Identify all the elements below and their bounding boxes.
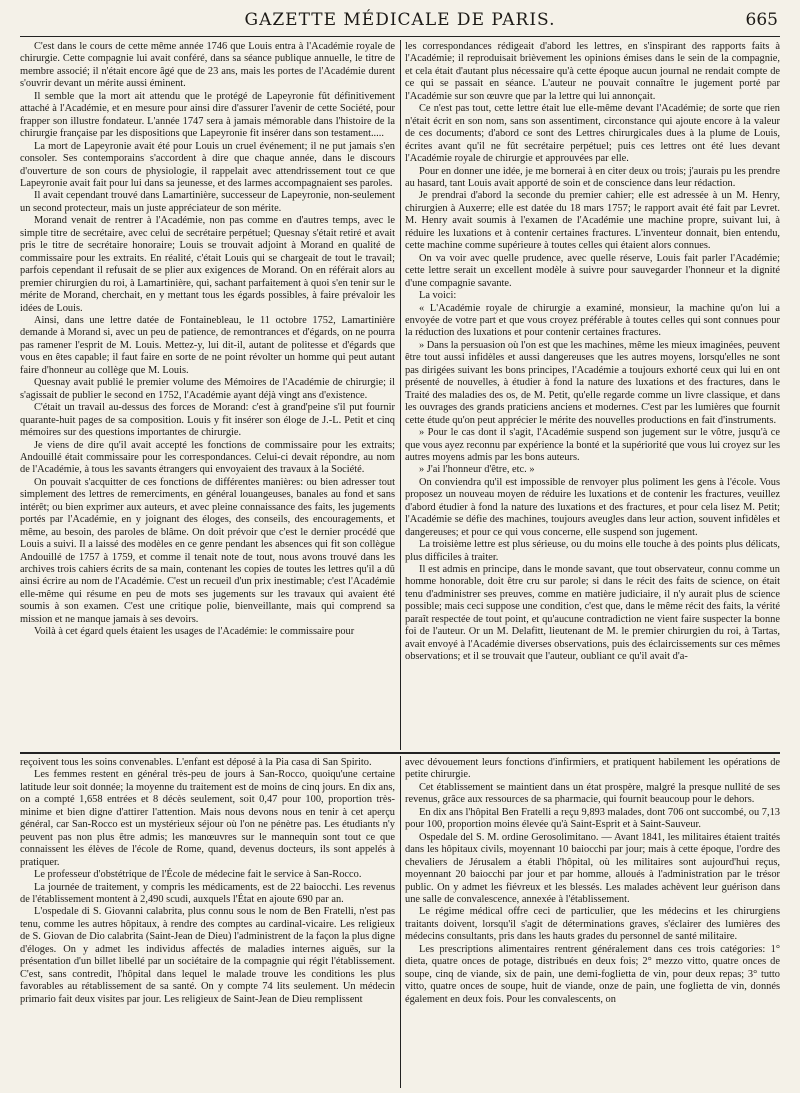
paragraph: Il semble que la mort ait attendu que le protégé de Lapeyronie fût définitivement attaché à l'Académie, et en mesure pour ainsi dire d'assurer l'avenir de cette Société, pour frapper son illustre fondateur. L'année 1747 sera à jamais mémorable dans l'histoire de la chirurgie française par les dispositions que Lapeyronie fit insérer dans son testament.....: [20, 90, 395, 140]
paragraph: C'est dans le cours de cette même année 1746 que Louis entra à l'Académie royale de chirurgie. Cette compagnie lui avait conféré, dans sa séance publique annuelle, le titre de membre associé; il n'était encore âgé que de 23 ans, mais les portes de l'Académie durent s'ouvrir devant un mérite aussi éminent.: [20, 41, 395, 90]
paragraph: La troisième lettre est plus sérieuse, ou du moins elle touche à des points plus délicats, plus difficiles à traiter.: [405, 539, 780, 563]
paragraph: Ainsi, dans une lettre datée de Fontainebleau, le 11 octobre 1752, Lamartinière demande à Morand si, avec un peu de patience, de remontrances et d'égards, on ne pourra pas ramener l'esprit de M. Louis. Mettez-y, lui dit-il, autant de politesse et d'égards que vous en êtes capable; il faut faire en sorte de ne point révolter un homme qui peut autant faire d'honneur au collège que M. Louis.: [20, 314, 395, 376]
paragraph: Les prescriptions alimentaires rentrent généralement dans ces trois catégories: 1° dieta, quatre onces de potage, distribués en deux fois; 2° mezzo vitto, quatre onces de soupe, cinq de viande, six de pain, une demi-foglietta de vin, pour deux repas; 3° tutto vitto, quatre onces de soupe, huit de viande, onze de pain, une foglietta de vin, donnés également en deux fois. Pour les convalescents, on: [405, 943, 780, 1005]
paragraph: Ospedale del S. M. ordine Gerosolimitano. — Avant 1841, les militaires étaient traités dans les hôpitaux civils, moyennant 10 baiocchi par jour; mais à cette époque, l'ordre des chevaliers de Jérusalem a établi l'hôpital, où les militaires sont aujourd'hui reçus, moyennant 20 baiocchi par jour et par homme, alloués à l'administration par le trésor public. On y admet les fiévreux et les blessés. Les malades achèvent leur guérison dans une salle de convalescence, annexée à l'établissement.: [405, 831, 780, 905]
paragraph: » Pour le cas dont il s'agit, l'Académie suspend son jugement sur le vôtre, jusqu'à ce que vous ayez reconnu par expérience la bonté et la supériorité que vous lui croyez sur les autres moyens admis par les bons auteurs.: [405, 427, 780, 463]
paragraph: Le professeur d'obstétrique de l'École de médecine fait le service à San-Rocco.: [34, 869, 362, 881]
paragraph: Cet établissement se maintient dans un état prospère, malgré la presque nullité de ses revenus, grâce aux ressources de sa pharmacie, qui fournit beaucoup pour le dehors.: [405, 781, 780, 806]
paragraph: On va voir avec quelle prudence, avec quelle réserve, Louis fait parler l'Académie; cette lettre serait un excellent modèle à suivre pour sauvegarder l'honneur et la dignité d'une compagnie savante.: [405, 252, 780, 289]
paragraph: Il avait cependant trouvé dans Lamartinière, successeur de Lapeyronie, non-seulement un second protecteur, mais un juste appréciateur de son mérite.: [20, 190, 395, 214]
bottom-right-column: [405, 757, 780, 1087]
header-rule: [20, 36, 780, 37]
paragraph: « L'Académie royale de chirurgie a examiné, monsieur, la machine qu'on lui a envoyée de votre part et que vous croyez préférable à toutes celles qui sont connues pour la réduction des luxations et pour contenir certaines fractures.: [405, 302, 780, 339]
paragraph: C'était un travail au-dessus des forces de Morand: c'est à grand'peine s'il put fournir quarante-huit pages de sa composition. Louis y fit insérer son éloge de J.-L. Petit et cinq mémoires sur des questions importantes de chirurgie.: [20, 402, 395, 439]
paragraph: On conviendra qu'il est impossible de renvoyer plus poliment les gens à l'école. Vous proposez un nouveau moyen de réduire les luxations et de contenir les fractures, veuillez d'abord étudier à fond la nature des luxations et des fractures, et pour cela lisez M. Petit; l'Académie se défie des machines, toujours aveugles dans leur action, souvent infidèles et dangereuses; et pour ce qui vous concerne, elle suspend son jugement.: [405, 476, 780, 538]
paragraph: On pouvait s'acquitter de ces fonctions de différentes manières: ou bien adresser tout simplement des lettres de remerciments, en général louangeuses, banales au fond et sans intérêt; ou bien exprimer aux auteurs, et avec pleine connaissance des faits, les jugements portés par l'Académie, en y joignant des éloges, des conseils, des encouragements, et même, au besoin, des paroles de blâme. On doit prévoir que c'est le dernier procédé que Louis a suivi. Il a laissé des modèles en ce genre pendant les absences qui fit son collègue Andouillé de 1757 à 1759, et comme il tenait note de tout, nous avons trouvé dans les archives trois cahiers écrits de sa main, contenant les copies de toutes les lettres qu'il a dû ainsi écrire au nom de l'Académie. C'est un recueil d'un prix inestimable; c'est l'Académie elle-même qui résume en peu de mots ses jugements sur les travaux qui avaient été soumis à son examen. C'est une critique polie, bienveillante, mais qui comprend sa mission et ne manque jamais à ses devoirs.: [20, 476, 395, 625]
paragraph: Je viens de dire qu'il avait accepté les fonctions de commissaire pour les extraits; Andouillé était commissaire pour les correspondances. Celui-ci devait répondre, au nom de l'Académie, à tous les savants étrangers qui envoyaient des travaux à la Société.: [20, 439, 395, 476]
paragraph: » J'ai l'honneur d'être, etc. »: [419, 464, 535, 476]
paragraph: Les femmes restent en général très-peu de jours à San-Rocco, quoiqu'une certaine latitude leur soit donnée; la moyenne du traitement est de moins de cinq jours. En dix ans, on a compté 1,658 entrées et 8 décès seulement, soit 0,47 pour 100, proportion très-minime et bien digne d'attirer l'attention. Mais nous devons nous en tenir à cet aperçu général, car San-Rocco est un mystérieux séjour où l'on ne pénètre pas. Les étudiants n'y peuvent pas non plus être admis; les manœuvres sur le mannequin sont tout ce que connaissent les élèves de l'école de Rome, quand, devenus docteurs, ils sont appelés à pratiquer.: [20, 769, 395, 868]
page-number: 665: [745, 10, 778, 30]
top-left-column: [20, 41, 395, 751]
page-header: [20, 8, 780, 34]
paragraph: La voici:: [419, 290, 457, 302]
paragraph: La mort de Lapeyronie avait été pour Louis un cruel événement; il ne put jamais s'en consoler. Ses contemporains s'accordent à dire que chaque année, dans le discours d'ouverture de son cours de physiologie, il rappelait avec attendrissement tout ce que Lapeyronie avait fait pour lui dans sa jeunesse, et des larmes accompagnaient ses paroles.: [20, 140, 395, 189]
bottom-left-column: [20, 757, 395, 1087]
paragraph: En dix ans l'hôpital Ben Fratelli a reçu 9,893 malades, dont 706 ont succombé, ou 7,13 pour 100, proportion moins élevée qu'à Saint-Esprit et à Saint-Sauveur.: [405, 806, 780, 831]
paragraph: les correspondances rédigeait d'abord les lettres, en s'inspirant des rapports faits à l'Académie; il reproduisait brièvement les opinions émises dans le sein de la compagnie, et cela était d'autant plus nécessaire qu'à cette époque aucun journal ne rendait compte de ce qui se passait en séance. L'auteur ne pouvait connaître le jugement porté par l'Académie sur son œuvre que par la lettre qui lui annonçait.: [405, 41, 780, 102]
paragraph: La journée de traitement, y compris les médicaments, est de 22 baiocchi. Les revenus de l'établissement montent à 2,490 scudi, auxquels l'État en ajoute 690 par an.: [20, 881, 395, 905]
paragraph: Ce n'est pas tout, cette lettre était lue elle-même devant l'Académie; de sorte que rien n'était écrit en son nom, sans son assentiment, circonstance qui ajoute encore à la valeur de ces documents; d'abord ce sont des Lettres chirurgicales dues à la plume de Louis, écrites avant qu'il ne fût secrétaire perpétuel; puis ces lettres ont été lues devant l'Académie royale de chirurgie et approuvées par elle.: [405, 103, 780, 165]
section-rule: [20, 752, 780, 754]
paragraph: reçoivent tous les soins convenables. L'enfant est déposé à la Pia casa di San Spirito.: [20, 757, 372, 768]
paragraph: Le régime médical offre ceci de particulier, que les médecins et les chirurgiens traitants doivent, lorsqu'il s'agit de déterminations graves, s'éclairer des lumières des médecins consultants, pris dans les hauts grades du personnel de santé militaire.: [405, 906, 780, 943]
column-divider: [400, 40, 401, 750]
paragraph: Voilà à cet égard quels étaient les usages de l'Académie: le commissaire pour: [34, 626, 355, 638]
paragraph: Quesnay avait publié le premier volume des Mémoires de l'Académie de chirurgie; il s'agissait de publier le second en 1752, l'Académie ayant déjà vingt ans d'existence.: [20, 377, 395, 401]
paragraph: L'ospedale di S. Giovanni calabrita, plus connu sous le nom de Ben Fratelli, n'est pas tenu, comme les autres hôpitaux, à rendre des comptes au cardinal-vicaire. Les religieux de S. Giovan de Dio calabrita (Saint-Jean de Dieu) l'administrent de la façon la plus digne d'éloges. On y admet les individus affectés de maladies internes aiguës, sur la présentation d'un billet libellé par un sociétaire de la compagnie qui régit l'établissement. C'est, sans contredit, l'hôpital dans lequel le malade trouve les conditions les plus favorables au rétablissement de sa santé. On y compte 74 lits seulement. Un médecin primario fait deux visites par jour. Les religieux de Saint-Jean de Dieu remplissent: [20, 906, 395, 1005]
paragraph: Morand venait de rentrer à l'Académie, non pas comme en d'autres temps, avec le simple titre de secrétaire, avec celui de secrétaire perpétuel; Quesnay s'était retiré et avait pris le titre de secrétaire honoraire; Louis se trouvait adjoint à Morand en qualité de commissaire pour les extraits. En réalité, c'était Louis qui se chargeait de tout le travail; parfois cependant il refusait de se plier aux exigences de Morand. On en référait alors au premier chirurgien du roi, à Lamartinière, qui, sachant parfaitement à quoi s'en tenir sur le mérite de Morand, cherchait, en y mettant tous les égards possibles, à faire prévaloir les idées de Louis.: [20, 215, 395, 314]
paragraph: avec dévouement leurs fonctions d'infirmiers, et pratiquent habilement les opérations de petite chirurgie.: [405, 757, 780, 781]
paragraph: Il est admis en principe, dans le monde savant, que tout observateur, connu comme un homme honorable, doit être cru sur parole; si dans le récit des faits de science, on était tenu d'administrer ses preuves, comme en matière judiciaire, il n'y aurait plus de science possible; mais ceci suppose une condition, c'est que, dans le même récit des faits, la vérité paraît respectée de tout point, et qu'aucune contradiction ne vient faire suspecter la bonne foi de l'auteur. Or un M. Delafitt, lieutenant de M. le premier chirurgien du roi, à Tartas, avait envoyé à l'Académie diverses observations, puis des éclaircissements sur ces mêmes observations; et il se trouvait que l'auteur, oubliant ce qu'il avait d'a-: [405, 564, 780, 663]
paragraph: Pour en donner une idée, je me bornerai à en citer deux ou trois; j'aurais pu les prendre au hasard, tant Louis avait apporté de soin et de conscience dans leur rédaction.: [405, 165, 780, 189]
top-right-column: [405, 41, 780, 751]
running-title: GAZETTE MÉDICALE DE PARIS.: [244, 10, 556, 30]
column-divider: [400, 756, 401, 1088]
paragraph: Je prendrai d'abord la seconde du premier cahier; elle est adressée à un M. Henry, chirurgien à Auxerre; elle est datée du 18 mars 1757; le rapport avait été fait par Levret. M. Henry avait soumis à l'examen de l'Académie une machine propre, suivant lui, à réduire les luxations et à contenir certaines fractures. L'inventeur donnait, bien entendu, cette machine comme supérieure à toutes celles qui étaient alors connues.: [405, 190, 780, 252]
paragraph: » Dans la persuasion où l'on est que les machines, même les mieux imaginées, peuvent être tout aussi infidèles et aussi dangereuses que les autres moyens, lorsqu'elles ne sont pas dirigées suivant les bons principes, l'Académie a toujours exhorté ceux qui lui en ont présenté de nouvelles, à étudier à fond la nature des luxations et des fractures, dans le Traité des maladies des os, de M. Petit, qu'elle regarde comme un livre classique, et dans les ouvrages des grands praticiens anciens et modernes. C'est par les lumières que fournit cette étude qu'on peut apprécier le mérite des nouvelles productions en fait d'instruments.: [405, 339, 780, 426]
